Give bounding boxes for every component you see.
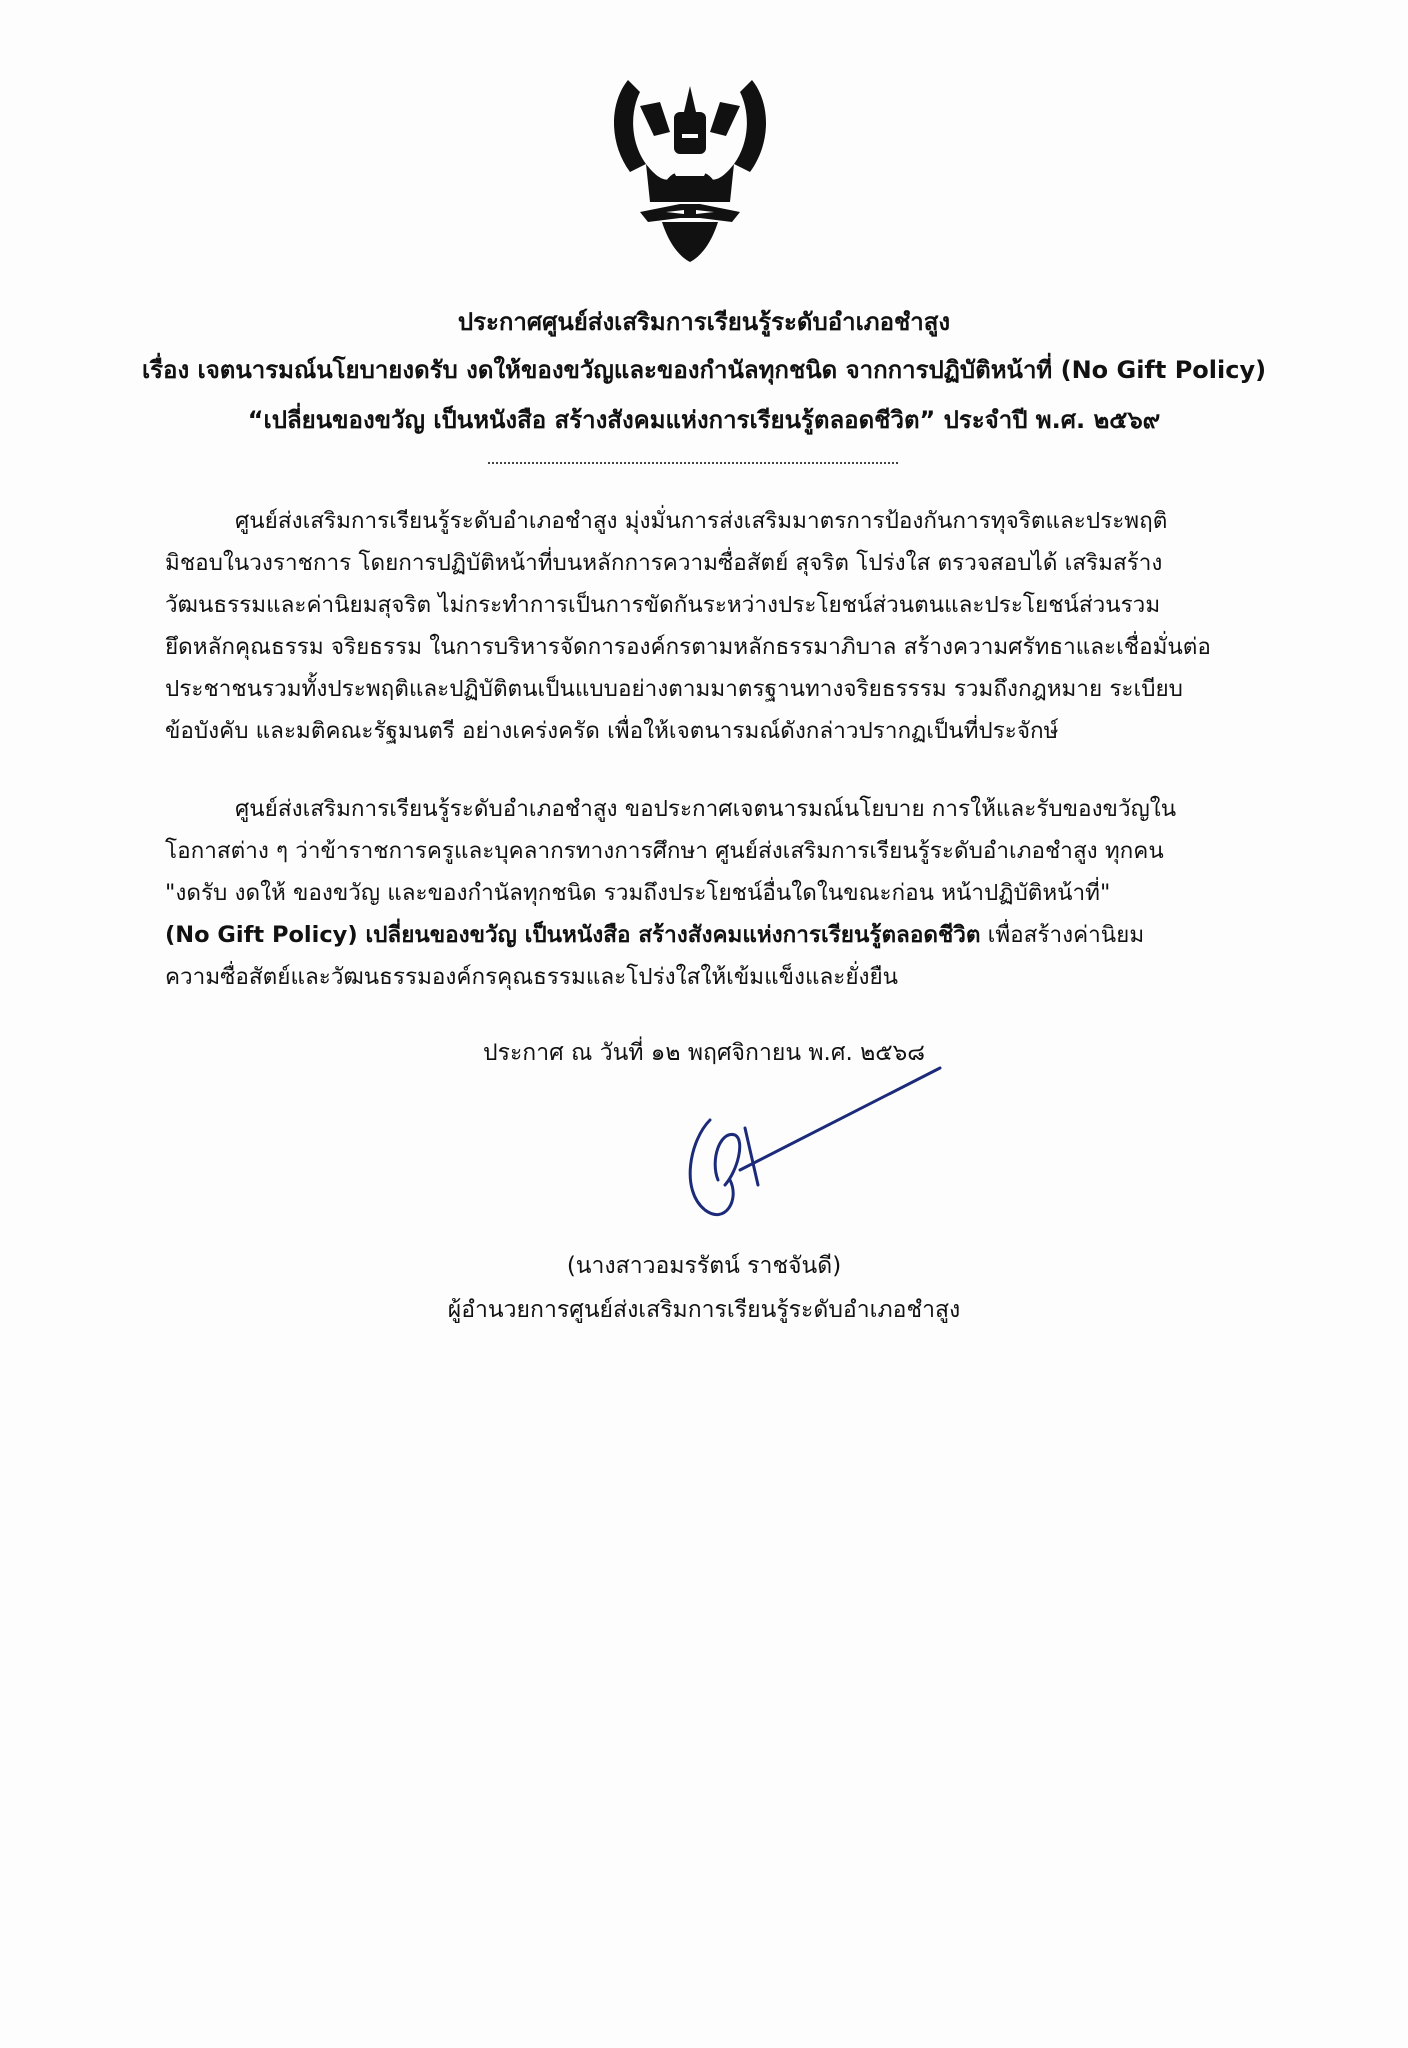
signer-name: (นางสาวอมรรัตน์ ราชจันดี) <box>566 1253 842 1279</box>
signer-position: ผู้อำนวยการศูนย์ส่งเสริมการเรียนรู้ระดับอำเภอชำสูง <box>447 1297 961 1323</box>
paragraph-1-line: ศูนย์ส่งเสริมการเรียนรู้ระดับอำเภอชำสูง มุ่งมั่นการส่งเสริมมาตรการป้องกันการทุจริตและประพฤติ <box>235 508 1168 534</box>
paragraph-2-line <box>165 914 1225 956</box>
handwritten-signature-icon <box>650 1060 950 1230</box>
paragraph-2-line: โอกาสต่าง ๆ ว่าข้าราชการครูและบุคลากรทางการศึกษา ศูนย์ส่งเสริมการเรียนรู้ระดับอำเภอชำสูง ทุกคน <box>165 838 1164 864</box>
no-gift-policy-slogan: (No Gift Policy) เปลี่ยนของขวัญ เป็นหนังสือ สร้างสังคมแห่งการเรียนรู้ตลอดชีวิต <box>165 922 981 948</box>
paragraph-2-line: ศูนย์ส่งเสริมการเรียนรู้ระดับอำเภอชำสูง ขอประกาศเจตนารมณ์นโยบาย การให้และรับของขวัญใน <box>235 796 1177 822</box>
paragraph-1-line: วัฒนธรรมและค่านิยมสุจริต ไม่กระทำการเป็นการขัดกันระหว่างประโยชน์ส่วนตนและประโยชน์ส่วนรวม <box>165 592 1161 618</box>
paragraph-1 <box>165 500 1225 752</box>
announcement-slogan: “เปลี่ยนของขวัญ เป็นหนังสือ สร้างสังคมแห่งการเรียนรู้ตลอดชีวิต” ประจำปี พ.ศ. ๒๕๖๙ <box>247 406 1161 434</box>
paragraph-2-line-rest: เพื่อสร้างค่านิยม <box>980 922 1145 948</box>
paragraph-2-line: "งดรับ งดให้ ของขวัญ และของกำนัลทุกชนิด รวมถึงประโยชน์อื่นใดในขณะก่อน หน้าปฏิบัติหน้าที่" <box>165 880 1111 906</box>
paragraph-2 <box>165 788 1225 998</box>
paragraph-1-line: ยึดหลักคุณธรรม จริยธรรม ในการบริหารจัดการองค์กรตามหลักธรรมาภิบาล สร้างความศรัทธาและเชื่อมั่นต่อ <box>165 634 1211 660</box>
paragraph-1-line: มิชอบในวงราชการ โดยการปฏิบัติหน้าที่บนหลักการความซื่อสัตย์ สุจริต โปร่งใส ตรวจสอบได้ เสริมสร้าง <box>165 550 1163 576</box>
dotted-divider <box>488 462 898 464</box>
announcement-title: ประกาศศูนย์ส่งเสริมการเรียนรู้ระดับอำเภอชำสูง <box>457 308 951 336</box>
announcement-subject: เรื่อง เจตนารมณ์นโยบายงดรับ งดให้ของขวัญและของกำนัลทุกชนิด จากการปฏิบัติหน้าที่ (No Gift Policy) <box>141 356 1267 384</box>
paragraph-1-line: ข้อบังคับ และมติคณะรัฐมนตรี อย่างเคร่งครัด เพื่อให้เจตนารมณ์ดังกล่าวปรากฏเป็นที่ประจักษ์ <box>165 718 1059 744</box>
garuda-emblem-icon <box>600 72 780 264</box>
paragraph-1-line: ประชาชนรวมทั้งประพฤติและปฏิบัติตนเป็นแบบอย่างตามมาตรฐานทางจริยธรรรม รวมถึงกฎหมาย ระเบียบ <box>165 676 1183 702</box>
paragraph-2-line: ความซื่อสัตย์และวัฒนธรรมองค์กรคุณธรรมและโปร่งใสให้เข้มแข็งและยั่งยืน <box>165 964 899 990</box>
announcement-date: ประกาศ ณ วันที่ ๑๒ พฤศจิกายน พ.ศ. ๒๕๖๘ <box>482 1040 925 1066</box>
